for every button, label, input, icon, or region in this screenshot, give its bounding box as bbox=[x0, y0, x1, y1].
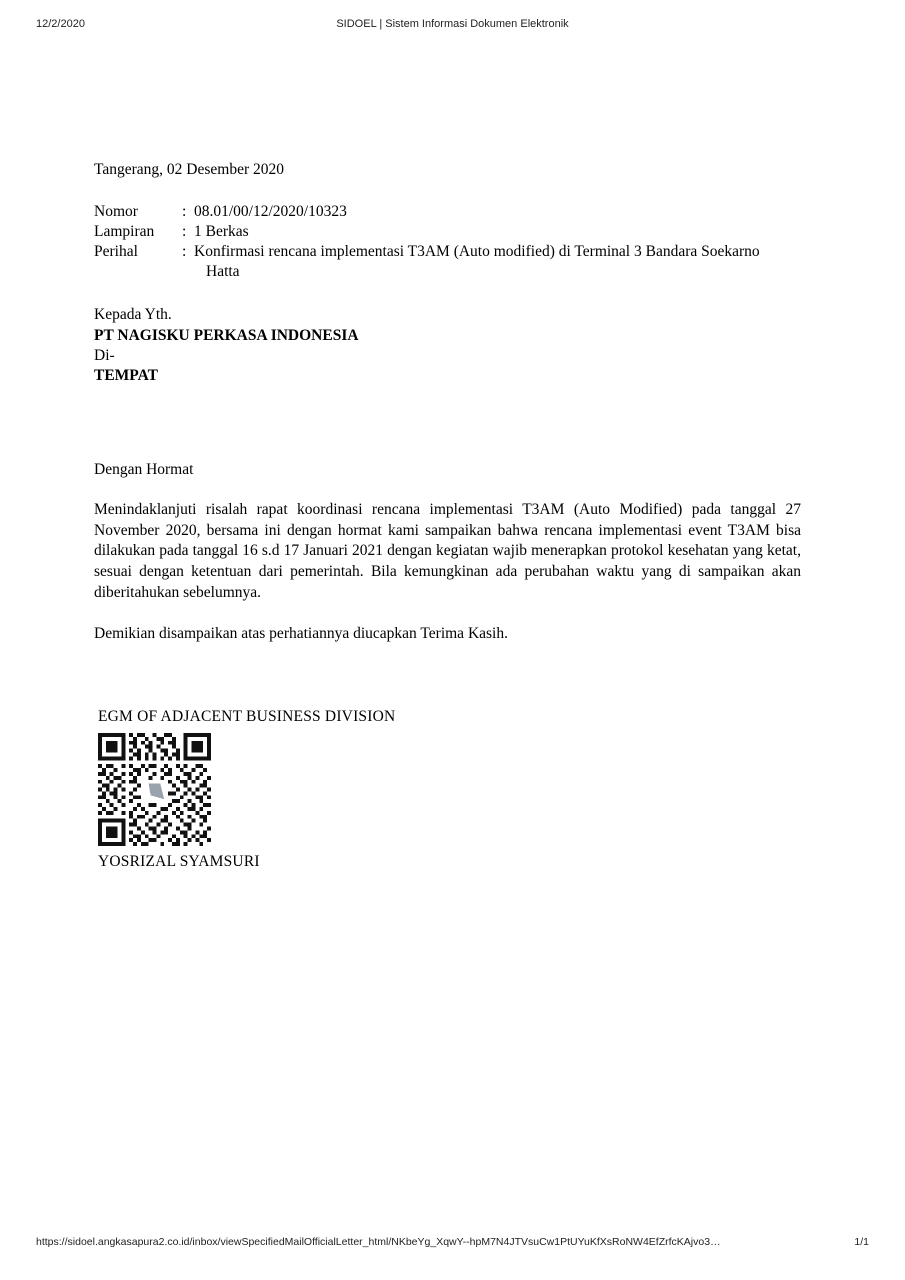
meta-value-perihal-line1: Konfirmasi rencana implementasi T3AM (Auto modified) di Terminal 3 Bandara Soekarno bbox=[194, 242, 760, 260]
print-title: SIDOEL | Sistem Informasi Dokumen Elektronik bbox=[336, 18, 569, 30]
meta-colon: : bbox=[182, 203, 187, 221]
meta-value-perihal bbox=[194, 242, 814, 282]
meta-value-perihal-line2: Hatta bbox=[206, 262, 240, 280]
meta-colon: : bbox=[182, 222, 187, 240]
recipient-line-3: Di- bbox=[94, 346, 115, 364]
table-row bbox=[94, 222, 814, 242]
closing-paragraph: Demikian disampaikan atas perhatiannya diucapkan Terima Kasih. bbox=[94, 625, 508, 643]
salutation: Dengan Hormat bbox=[94, 461, 194, 479]
meta-label-lampiran: Lampiran bbox=[94, 222, 155, 240]
table-row bbox=[94, 202, 814, 222]
meta-label-perihal: Perihal bbox=[94, 242, 138, 260]
meta-colon: : bbox=[182, 242, 187, 260]
signature-block bbox=[98, 707, 814, 872]
meta-label-nomor: Nomor bbox=[94, 203, 138, 221]
print-date: 12/2/2020 bbox=[36, 18, 85, 30]
letter-meta-table bbox=[94, 202, 814, 281]
print-footer bbox=[0, 1236, 905, 1254]
letter-body bbox=[94, 160, 814, 872]
page-number: 1/1 bbox=[854, 1236, 869, 1248]
recipient-block bbox=[94, 305, 814, 386]
table-row bbox=[94, 242, 814, 282]
recipient-company: PT NAGISKU PERKASA INDONESIA bbox=[94, 326, 359, 344]
source-url: https://sidoel.angkasapura2.co.id/inbox/viewSpecifiedMailOfficialLetter_html/NKbeYg_XqwY--hpM7N4JTVsuCw1PtUYuKfXsRoNW4EfZrfcKAjvo3… bbox=[36, 1236, 721, 1248]
place-and-date: Tangerang, 02 Desember 2020 bbox=[94, 161, 285, 178]
qr-code-icon bbox=[98, 733, 211, 846]
signatory-name: YOSRIZAL SYAMSURI bbox=[98, 852, 260, 870]
recipient-line-1: Kepada Yth. bbox=[94, 306, 172, 324]
body-paragraph: Menindaklanjuti risalah rapat koordinasi rencana implementasi T3AM (Auto Modified) pada tanggal 27 November 2020, bersama ini dengan hormat kami sampaikan bahwa rencana implementasi event T3AM bisa dilakukan pada tanggal 16 s.d 17 Januari 2021 dengan kegiatan wajib menerapkan protokol kesehatan yang ketat, sesuai dengan ketentuan dari pemerintah. Bila kemungkinan ada perubahan waktu yang di sampaikan akan diberitahukan sebelumnya. bbox=[94, 501, 801, 601]
print-header bbox=[0, 18, 905, 38]
signatory-title: EGM OF ADJACENT BUSINESS DIVISION bbox=[98, 707, 396, 725]
meta-value-nomor: 08.01/00/12/2020/10323 bbox=[194, 203, 347, 221]
recipient-place: TEMPAT bbox=[94, 366, 159, 384]
meta-value-lampiran: 1 Berkas bbox=[194, 222, 249, 240]
